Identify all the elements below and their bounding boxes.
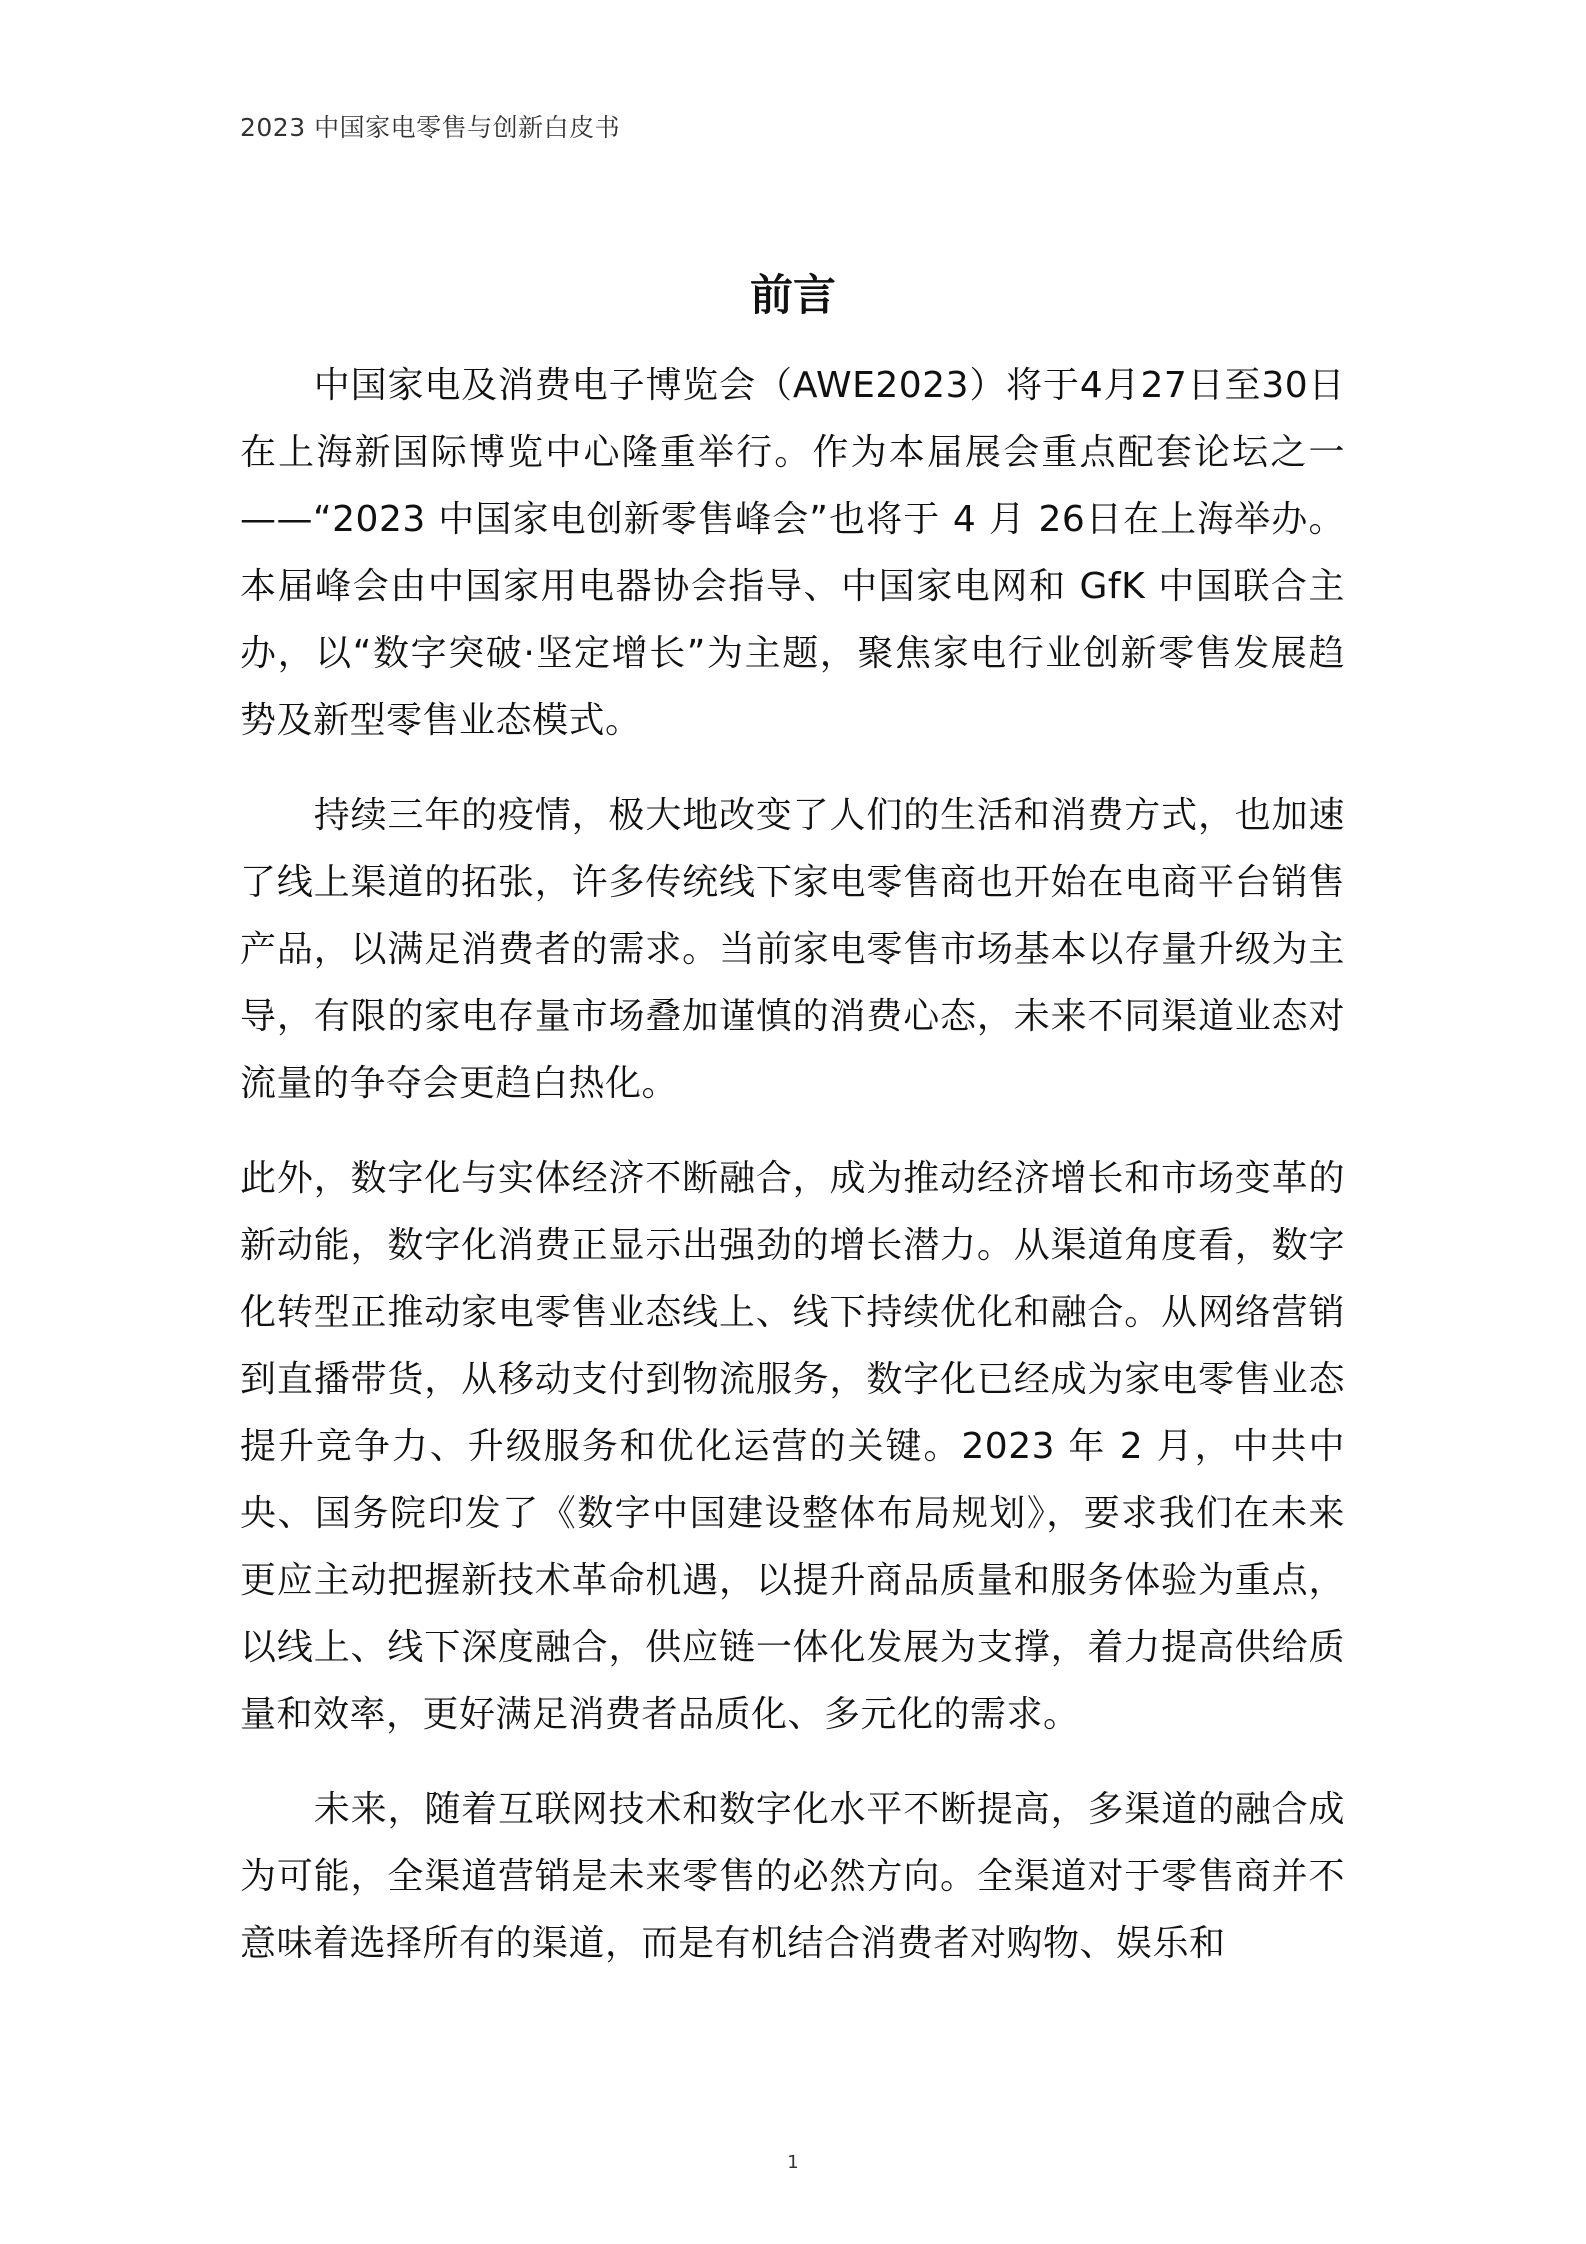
body-text — [240, 352, 1345, 2005]
page-title: 前言 — [750, 271, 836, 321]
paragraph-3: 此外，数字化与实体经济不断融合，成为推动经济增长和市场变革的新动能，数字化消费正显示出强劲的增长潜力。从渠道角度看，数字化转型正推动家电零售业态线上、线下持续优化和融合。从网络营销到直播带货，从移动支付到物流服务，数字化已经成为家电零售业态提升竞争力、升级服务和优化运营的关键。2023 年 2 月，中共中央、国务院印发了《数字中国建设整体布局规划》，要求我们在未来更应主动把握新技术革命机遇，以提升商品质量和服务体验为重点，以线上、线下深度融合，供应链一体化发展为支撑，着力提高供给质量和效率，更好满足消费者品质化、多元化的需求。 — [240, 1158, 1345, 1735]
paragraph-1: 中国家电及消费电子博览会（AWE2023）将于4月27日至30日在上海新国际博览中心隆重举行。作为本届展会重点配套论坛之一——“2023 中国家电创新零售峰会”也将于 4 月 26日在上海举办。本届峰会由中国家用电器协会指导、中国家电网和 GfK 中国联合主办，以“数字突破·坚定增长”为主题，聚焦家电行业创新零售发展趋势及新型零售业态模式。 — [240, 365, 1345, 741]
paragraph-2: 持续三年的疫情，极大地改变了人们的生活和消费方式，也加速了线上渠道的拓张，许多传统线下家电零售商也开始在电商平台销售产品，以满足消费者的需求。当前家电零售市场基本以存量升级为主导，有限的家电存量市场叠加谨慎的消费心态，未来不同渠道业态对流量的争夺会更趋白热化。 — [240, 795, 1345, 1104]
paragraph-4: 未来，随着互联网技术和数字化水平不断提高，多渠道的融合成为可能，全渠道营销是未来零售的必然方向。全渠道对于零售商并不意味着选择所有的渠道，而是有机结合消费者对购物、娱乐和 — [240, 1789, 1345, 1964]
running-header: 2023 中国家电零售与创新白皮书 — [240, 113, 621, 142]
page-number: 1 — [787, 2152, 799, 2173]
